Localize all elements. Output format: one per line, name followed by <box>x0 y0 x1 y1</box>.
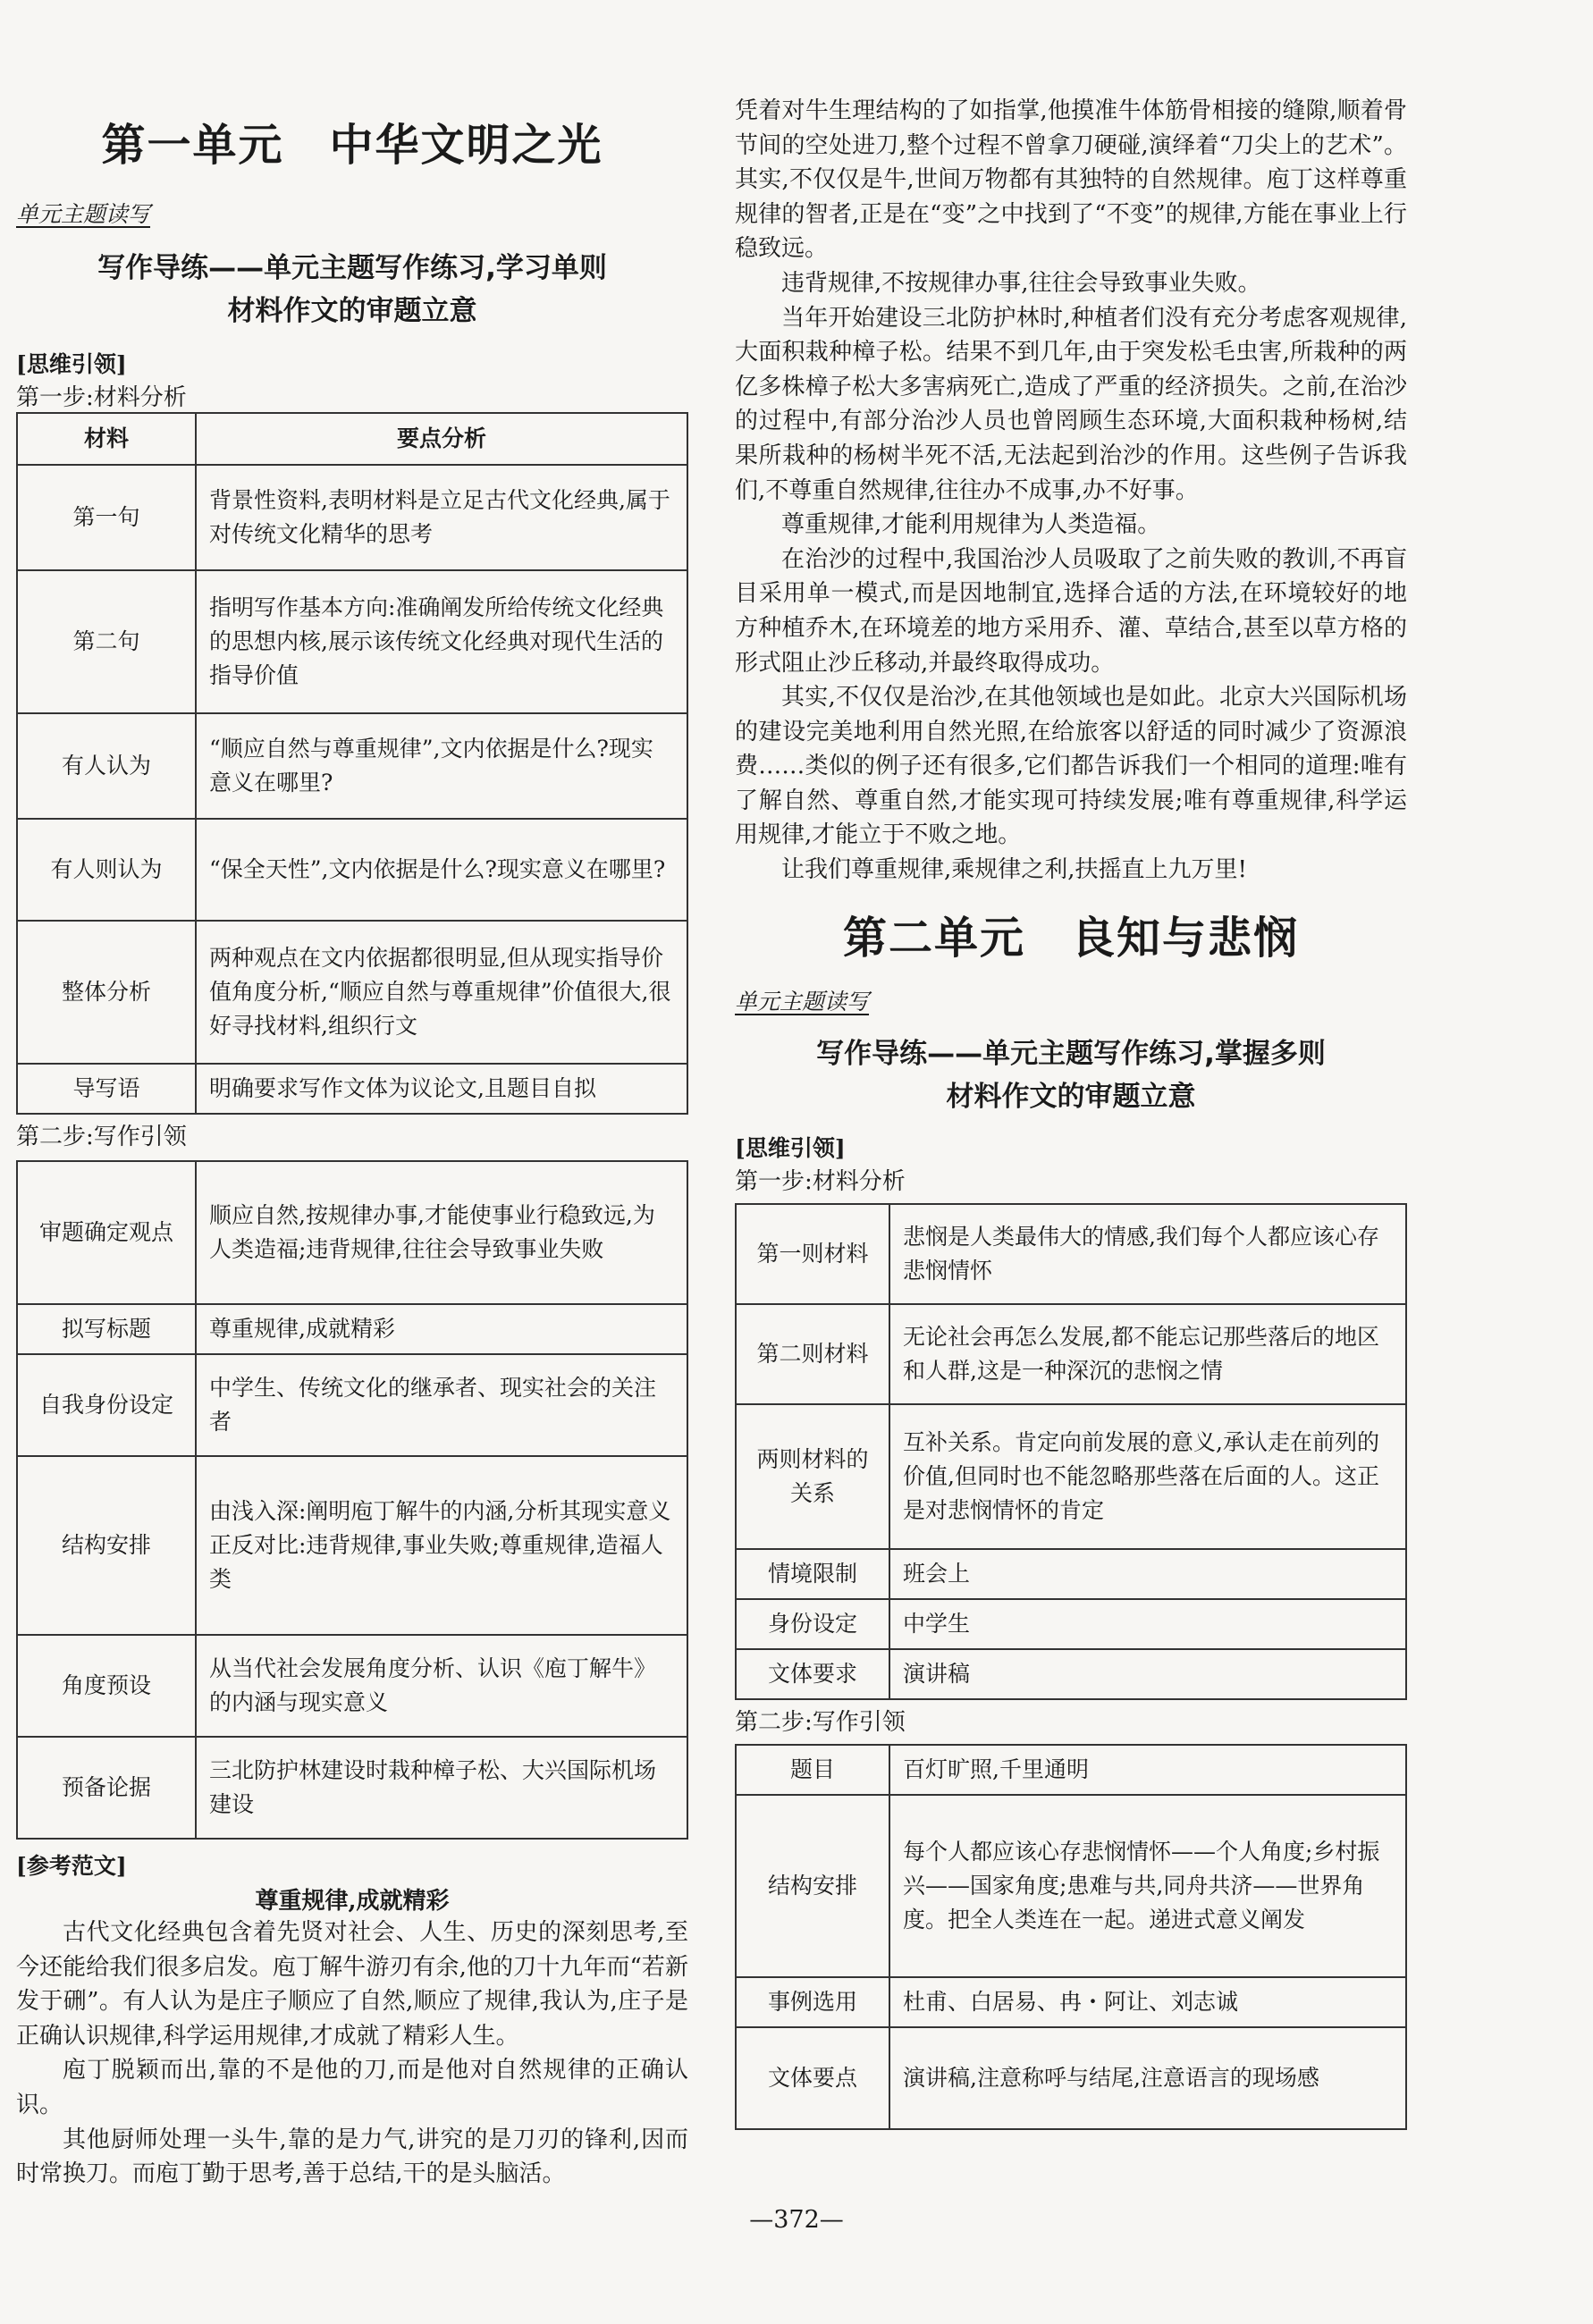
row-key: 审题确定观点 <box>17 1161 196 1304</box>
table-row <box>17 713 687 819</box>
table-row <box>17 921 687 1064</box>
row-key: 第一则材料 <box>736 1204 889 1304</box>
essay-paragraph: 让我们尊重规律,乘规律之利,扶摇直上九万里! <box>781 856 1247 884</box>
row-key: 拟写标题 <box>17 1304 196 1354</box>
row-key: 事例选用 <box>736 1977 889 2027</box>
unit1-step2-label: 第二步:写作引领 <box>16 1124 187 1150</box>
structure-line-1: 由浅入深:阐明庖丁解牛的内涵,分析其现实意义 <box>209 1498 671 1524</box>
row-key: 结构安排 <box>736 1795 889 1977</box>
essay-paragraph: 当年开始建设三北防护林时,种植者们没有充分考虑客观规律,大面积栽种樟子松。结果不到几年,由于突发松毛虫害,所栽种的两亿多株樟子松大多害病死亡,造成了严重的经济损失。之前,在治沙的过程中,有部分治沙人员也曾罔顾生态环境,大面积栽种杨树,结果所栽种的杨树半死不活,无法起到治沙的作用。这些例子告诉我们,不尊重自然规律,往往办不成事,办不好事。 <box>735 304 1407 504</box>
right-column <box>735 0 1407 2130</box>
row-value: 悲悯是人类最伟大的情感,我们每个人都应该心存悲悯情怀 <box>889 1204 1406 1304</box>
unit2-title: 第二单元 良知与悲悯 <box>842 912 1299 964</box>
row-key: 结构安排 <box>17 1456 196 1635</box>
table-row <box>736 1745 1406 1795</box>
table-row <box>736 1795 1406 1977</box>
row-key: 情境限制 <box>736 1549 889 1599</box>
row-value: 互补关系。肯定向前发展的意义,承认走在前列的价值,但同时也不能忽略那些落在后面的人。这正是对悲悯情怀的肯定 <box>889 1404 1406 1549</box>
table-row <box>17 1304 687 1354</box>
table-row <box>17 570 687 713</box>
row-key: 预备论据 <box>17 1737 196 1839</box>
table-row <box>736 1599 1406 1649</box>
table-row <box>17 1456 687 1635</box>
unit1-material-table <box>16 412 688 1115</box>
unit2-step1-label: 第一步:材料分析 <box>735 1167 906 1195</box>
table-row <box>736 1204 1406 1304</box>
essay-title: 尊重规律,成就精彩 <box>255 1888 450 1915</box>
row-value: 从当代社会发展角度分析、认识《庖丁解牛》的内涵与现实意义 <box>196 1635 687 1737</box>
row-value: 顺应自然,按规律办事,才能使事业行稳致远,为人类造福;违背规律,往往会导致事业失败 <box>196 1161 687 1304</box>
row-value: 杜甫、白居易、冉・阿让、刘志诚 <box>889 1977 1406 2027</box>
essay-paragraph: 庖丁脱颖而出,靠的不是他的刀,而是他对自然规律的正确认识。 <box>16 2057 688 2118</box>
essay-paragraph: 其他厨师处理一头牛,靠的是力气,讲究的是刀刃的锋利,因而时常换刀。而庖丁勤于思考,善于总结,干的是头脑活。 <box>16 2126 688 2188</box>
row-value <box>196 1456 687 1635</box>
column-header-analysis: 要点分析 <box>196 413 687 465</box>
row-value: 中学生 <box>889 1599 1406 1649</box>
table-row <box>736 1549 1406 1599</box>
unit1-guide-title-line2: 材料作文的审题立意 <box>227 295 477 327</box>
unit2-guide-title-line1: 写作导练——单元主题写作练习,掌握多则 <box>816 1037 1326 1070</box>
table-row <box>17 465 687 570</box>
essay-paragraph: 其实,不仅仅是治沙,在其他领域也是如此。北京大兴国际机场的建设完美地利用自然光照,在给旅客以舒适的同时减少了资源浪费……类似的例子还有很多,它们都告诉我们一个相同的道理:唯有了解自然、尊重自然,才能实现可持续发展;唯有尊重规律,科学运用规律,才能立于不败之地。 <box>735 684 1407 849</box>
row-value: 百灯旷照,千里通明 <box>889 1745 1406 1795</box>
unit1-thinking-label: [思维引领] <box>16 351 127 377</box>
row-key: 题目 <box>736 1745 889 1795</box>
table-row <box>17 1635 687 1737</box>
row-value: “顺应自然与尊重规律”,文内依据是什么?现实意义在哪里? <box>196 713 687 819</box>
unit2-material-table <box>735 1203 1407 1700</box>
row-value: 背景性资料,表明材料是立足古代文化经典,属于对传统文化精华的思考 <box>196 465 687 570</box>
essay-paragraph: 违背规律,不按规律办事,往往会导致事业失败。 <box>781 269 1261 297</box>
row-value: 中学生、传统文化的继承者、现实社会的关注者 <box>196 1354 687 1456</box>
table-row <box>736 1649 1406 1699</box>
row-value: 演讲稿 <box>889 1649 1406 1699</box>
unit2-sub-head: 单元主题读写 <box>735 988 870 1015</box>
row-key: 第二句 <box>17 570 196 713</box>
row-key: 文体要求 <box>736 1649 889 1699</box>
page-number: —372— <box>749 2206 844 2234</box>
table-row <box>17 1064 687 1114</box>
left-column <box>16 0 688 2192</box>
row-value: 每个人都应该心存悲悯情怀——个人角度;乡村振兴——国家角度;患难与共,同舟共济——世界角度。把全人类连在一起。递进式意义阐发 <box>889 1795 1406 1977</box>
row-value: “保全天性”,文内依据是什么?现实意义在哪里? <box>196 819 687 921</box>
row-key: 整体分析 <box>17 921 196 1064</box>
unit2-guide-table <box>735 1744 1407 2130</box>
row-key: 第一句 <box>17 465 196 570</box>
column-header-material: 材料 <box>17 413 196 465</box>
table-row <box>736 1304 1406 1404</box>
unit1-step1-label: 第一步:材料分析 <box>16 384 187 411</box>
row-key: 有人认为 <box>17 713 196 819</box>
unit1-guide-table <box>16 1160 688 1840</box>
table-row <box>17 1161 687 1304</box>
row-key: 自我身份设定 <box>17 1354 196 1456</box>
table-row <box>17 819 687 921</box>
row-value: 三北防护林建设时栽种樟子松、大兴国际机场建设 <box>196 1737 687 1839</box>
unit2-guide-title-line2: 材料作文的审题立意 <box>946 1080 1196 1113</box>
row-key: 身份设定 <box>736 1599 889 1649</box>
unit1-reference-label: [参考范文] <box>16 1853 127 1879</box>
essay-paragraph: 尊重规律,才能利用规律为人类造福。 <box>781 511 1161 539</box>
row-key: 文体要点 <box>736 2027 889 2129</box>
row-key: 导写语 <box>17 1064 196 1114</box>
row-value: 班会上 <box>889 1549 1406 1599</box>
row-key: 第二则材料 <box>736 1304 889 1404</box>
row-key: 角度预设 <box>17 1635 196 1737</box>
table-row <box>17 1737 687 1839</box>
table-header-row <box>17 413 687 465</box>
table-row <box>736 1404 1406 1549</box>
row-value: 明确要求写作文体为议论文,且题目自拟 <box>196 1064 687 1114</box>
essay-continued <box>735 94 1407 888</box>
row-value: 演讲稿,注意称呼与结尾,注意语言的现场感 <box>889 2027 1406 2129</box>
table-row <box>736 1977 1406 2027</box>
unit1-title: 第一单元 中华文明之光 <box>101 120 603 171</box>
row-value: 无论社会再怎么发展,都不能忘记那些落后的地区和人群,这是一种深沉的悲悯之情 <box>889 1304 1406 1404</box>
row-key: 有人则认为 <box>17 819 196 921</box>
unit2-thinking-label: [思维引领] <box>735 1134 846 1161</box>
unit2-step2-label: 第二步:写作引领 <box>735 1708 906 1736</box>
row-value: 尊重规律,成就精彩 <box>196 1304 687 1354</box>
row-key: 两则材料的关系 <box>736 1404 889 1549</box>
unit1-sub-head: 单元主题读写 <box>16 201 151 227</box>
structure-line-2: 正反对比:违背规律,事业失败;尊重规律,造福人类 <box>209 1532 663 1592</box>
table-row <box>736 2027 1406 2129</box>
row-value: 两种观点在文内依据都很明显,但从现实指导价值角度分析,“顺应自然与尊重规律”价值很大,很好寻找材料,组织行文 <box>196 921 687 1064</box>
essay-paragraph: 古代文化经典包含着先贤对社会、人生、历史的深刻思考,至今还能给我们很多启发。庖丁解牛游刃有余,他的刀十九年而“若新发于硎”。有人认为是庄子顺应了自然,顺应了规律,我认为,庄子是正确认识规律,科学运用规律,才成就了精彩人生。 <box>16 1919 688 2050</box>
unit1-guide-title-line1: 写作导练——单元主题写作练习,学习单则 <box>97 252 607 284</box>
essay-paragraph: 凭着对牛生理结构的了如指掌,他摸准牛体筋骨相接的缝隙,顺着骨节间的空处进刀,整个过程不曾拿刀硬碰,演绎着“刀尖上的艺术”。其实,不仅仅是牛,世间万物都有其独特的自然规律。庖丁这样尊重规律的智者,正是在“变”之中找到了“不变”的规律,方能在事业上行稳致远。 <box>735 97 1407 263</box>
essay-paragraph: 在治沙的过程中,我国治沙人员吸取了之前失败的教训,不再盲目采用单一模式,而是因地制宜,选择合适的方法,在环境较好的地方种植乔木,在环境差的地方采用乔、灌、草结合,甚至以草方格的形式阻止沙丘移动,并最终取得成功。 <box>735 545 1407 677</box>
row-value: 指明写作基本方向:准确阐发所给传统文化经典的思想内核,展示该传统文化经典对现代生活的指导价值 <box>196 570 687 713</box>
table-row <box>17 1354 687 1456</box>
